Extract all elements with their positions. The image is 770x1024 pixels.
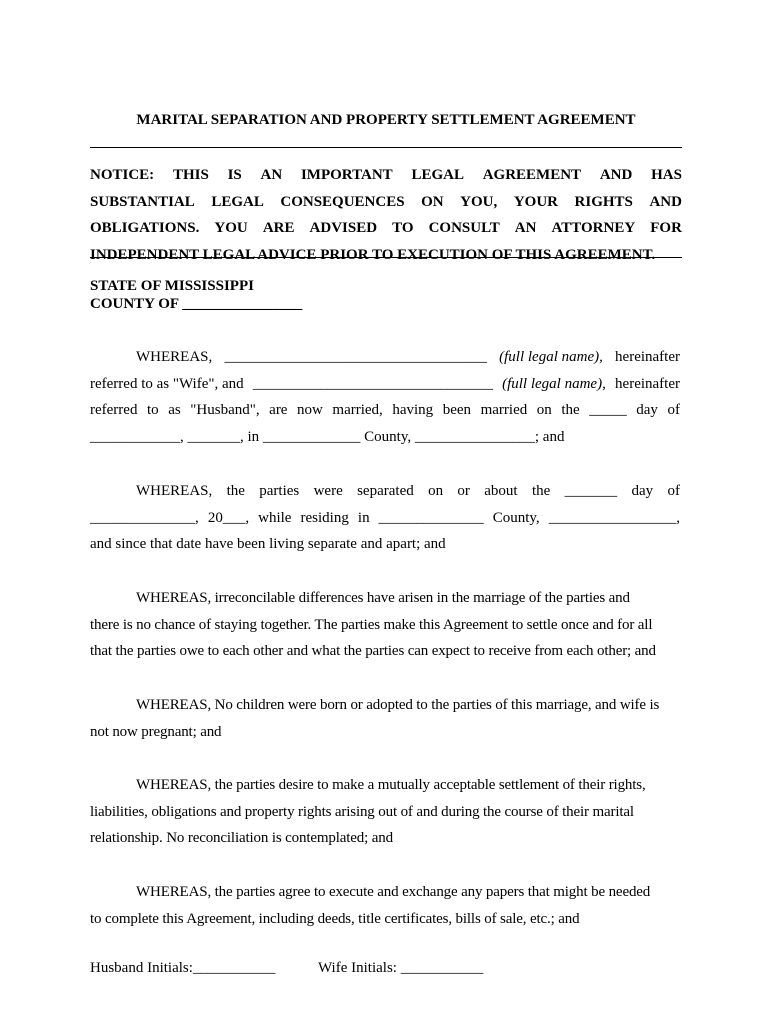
word: the — [531, 483, 551, 499]
para2-line-3 — [90, 531, 680, 558]
word: LEGAL — [211, 193, 264, 210]
word: TO — [392, 220, 414, 236]
word: AND — [649, 193, 682, 210]
notice-line-2 — [90, 193, 682, 220]
word: LEGAL — [411, 167, 464, 183]
county-line: COUNTY OF ________________ — [90, 296, 303, 312]
para4-line-2-text: not now pregnant; and — [90, 723, 222, 740]
word: ______________, — [90, 509, 199, 526]
word: CONSEQUENCES — [280, 193, 405, 210]
para2-line-3-text: and since that date have been living separate and apart; and — [90, 536, 446, 552]
word: ATTORNEY — [551, 220, 636, 236]
para5-line-3 — [90, 825, 680, 852]
para1-line-2 — [90, 371, 680, 398]
word: on — [428, 483, 444, 499]
para2-line-1 — [90, 478, 680, 505]
para5-line-3-text: relationship. No reconciliation is contemplated; and — [90, 830, 393, 846]
notice-line-3 — [90, 219, 682, 246]
jurisdiction-block — [90, 277, 302, 313]
word: married — [480, 402, 528, 418]
word: IS — [227, 167, 242, 183]
word: referred — [90, 402, 138, 418]
word: to — [147, 402, 159, 418]
word: YOU, — [460, 193, 498, 210]
word: the — [226, 483, 245, 499]
word: _____ — [589, 402, 627, 418]
word: day — [636, 402, 658, 418]
word: in — [357, 509, 370, 526]
para1-line-4 — [90, 424, 680, 451]
word: "Husband", — [190, 402, 260, 418]
word: CONSULT — [428, 220, 500, 236]
word: NOTICE: — [90, 167, 155, 183]
para3-line-1-text: WHEREAS, irreconcilable differences have arisen in the marriage of the parties and — [136, 590, 630, 606]
paragraph-papers — [90, 879, 680, 932]
word: of — [667, 402, 680, 418]
word: THIS — [172, 167, 209, 183]
para4-line-1-text: WHEREAS, No children were born or adopted to the parties of this marriage, and wife is — [136, 697, 660, 713]
para6-line-2-text: to complete this Agreement, including deeds, title certificates, bills of sale, etc.; and — [90, 910, 580, 927]
word: _______ — [564, 483, 618, 499]
word: WHEREAS, — [136, 483, 213, 499]
hereinafter-text-2: hereinafter — [615, 375, 680, 392]
para5-line-2 — [90, 799, 680, 826]
word: _________________, — [548, 509, 680, 526]
word: ______________ — [378, 509, 484, 526]
para3-line-2-text: there is no chance of staying together. The parties make this Agreement to settle once and for all — [90, 616, 653, 633]
word: about — [484, 483, 518, 499]
notice-line-4 — [90, 246, 682, 273]
word: IMPORTANT — [300, 167, 393, 183]
word: RIGHTS — [574, 193, 633, 210]
husband-initials-field[interactable]: Husband Initials:___________ — [90, 960, 276, 976]
para3-line-3-text: that the parties owe to each other and what the parties can expect to receive from each other; and — [90, 643, 656, 659]
whereas-label: WHEREAS, — [136, 349, 213, 365]
paragraph-children — [90, 692, 680, 745]
marriage-date-place-blanks: ____________, _______, in _____________ County, ________________; and — [90, 428, 565, 445]
word: day — [631, 483, 654, 499]
para1-line-3 — [90, 397, 680, 424]
word: on — [536, 402, 552, 418]
wife-name-blank: ___________________________________ — [224, 349, 487, 365]
full-legal-name-note: (full legal name), — [499, 349, 603, 365]
para2-line-2 — [90, 505, 680, 532]
para6-line-1-text: WHEREAS, the parties agree to execute and exchange any papers that might be needed — [136, 884, 651, 900]
para5-line-2-text: liabilities, obligations and property rights arising out of and during the course of their marital — [90, 803, 634, 820]
word: were — [313, 483, 343, 499]
paragraph-parties — [90, 344, 680, 450]
para4-line-1 — [90, 692, 680, 719]
para3-line-1 — [90, 585, 680, 612]
word: OBLIGATIONS. — [90, 220, 200, 236]
word: the — [561, 402, 580, 418]
para3-line-2 — [90, 612, 680, 639]
husband-name-blank: ________________________________ — [252, 375, 493, 392]
word: YOU — [214, 220, 248, 236]
para6-line-2 — [90, 906, 680, 933]
hereinafter-text: hereinafter — [615, 349, 680, 365]
para3-line-3 — [90, 638, 680, 665]
word: 20___, — [207, 509, 250, 526]
word: of — [667, 483, 680, 499]
word: YOUR — [513, 193, 558, 210]
word: having — [392, 402, 434, 418]
word: now — [297, 402, 323, 418]
notice-line-1 — [90, 166, 682, 193]
word: ON — [421, 193, 444, 210]
word: County, — [492, 509, 540, 526]
wife-initials-field[interactable]: Wife Initials: ___________ — [318, 960, 484, 976]
paragraph-separation — [90, 478, 680, 558]
word: AND — [599, 167, 633, 183]
word: as — [168, 402, 181, 418]
word: AN — [260, 167, 283, 183]
word: AN — [514, 220, 537, 236]
state-line: STATE OF MISSISSIPPI — [90, 278, 254, 294]
word: parties — [259, 483, 300, 499]
initials-footer — [90, 960, 484, 977]
word: INDEPENDENT LEGAL ADVICE PRIOR TO EXECUTION OF THIS AGREEMENT. — [90, 246, 656, 263]
word: FOR — [650, 220, 682, 236]
word: HAS — [651, 167, 682, 183]
para5-line-1-text: WHEREAS, the parties desire to make a mutually acceptable settlement of their rights, — [136, 777, 646, 793]
word: married, — [332, 402, 383, 418]
divider-bottom — [90, 257, 682, 258]
word: residing — [300, 509, 349, 526]
word: while — [258, 509, 292, 526]
document-title: MARITAL SEPARATION AND PROPERTY SETTLEMENT AGREEMENT — [136, 112, 636, 128]
para5-line-1 — [90, 772, 680, 799]
word: AGREEMENT — [482, 167, 582, 183]
word: been — [442, 402, 472, 418]
word: SUBSTANTIAL — [90, 193, 195, 210]
para6-line-1 — [90, 879, 680, 906]
word: ADVISED — [309, 220, 378, 236]
word: separated — [357, 483, 414, 499]
divider-top — [90, 147, 682, 148]
para1-line-1 — [90, 344, 680, 371]
word: ARE — [262, 220, 295, 236]
full-legal-name-note-2: (full legal name), — [502, 375, 606, 392]
word: or — [457, 483, 470, 499]
para4-line-2 — [90, 719, 680, 746]
paragraph-differences — [90, 585, 680, 665]
word: are — [269, 402, 288, 418]
wife-reference-text: referred to as "Wife", and — [90, 375, 244, 392]
paragraph-settlement — [90, 772, 680, 852]
